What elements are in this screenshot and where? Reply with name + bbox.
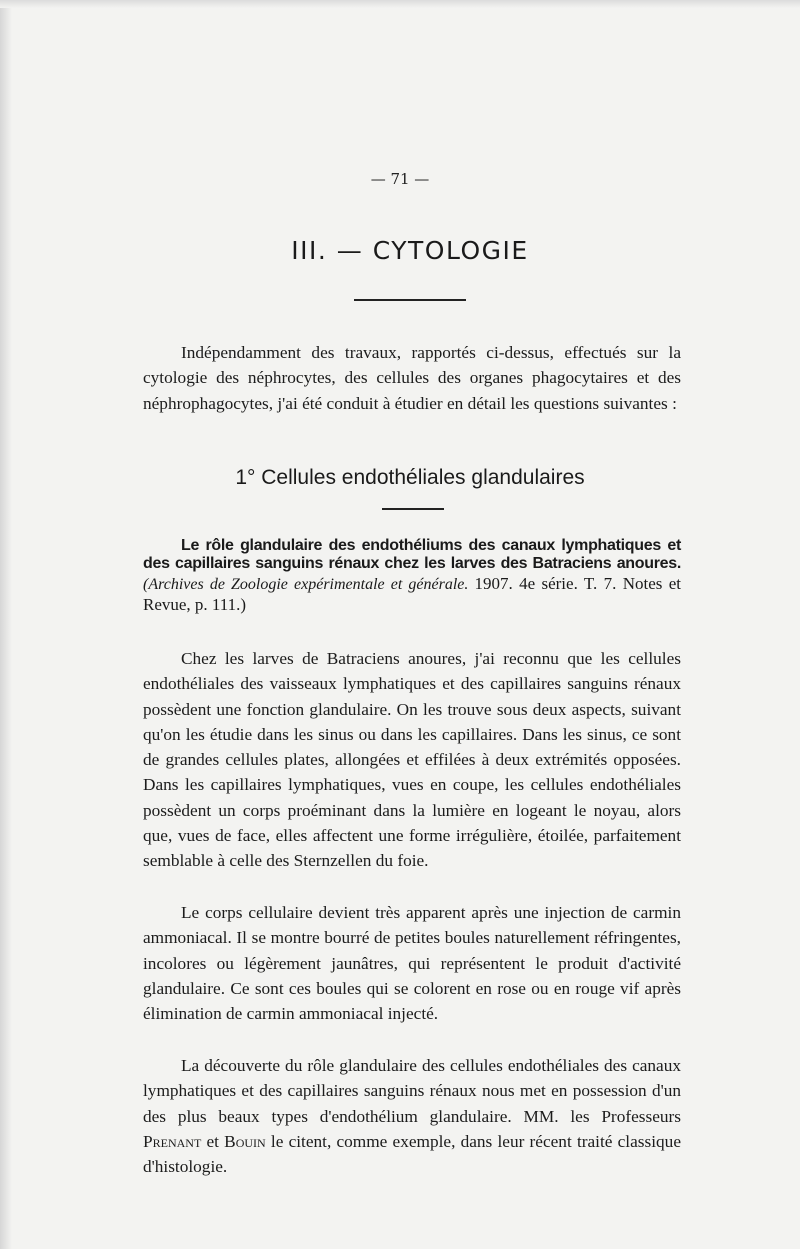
- reference-title: Le rôle glandulaire des endothéliums des canaux lymphatiques et des capillaires sanguins rénaux chez les larves des Batraciens anoures.: [143, 537, 681, 572]
- body-paragraph-3: [143, 1053, 681, 1179]
- body-paragraph-1: Chez les larves de Batraciens anoures, j'ai reconnu que les cellules endothéliales des vaisseaux lymphatiques et des capillaires sanguins rénaux possèdent une fonction glandulaire. On les trouve sous deux aspects, suivant qu'on les étudie dans les sinus ou dans les capillaires. Dans les sinus, ce sont de grandes cellules plates, allongées et effilées à deux extrémités opposées. Dans les capillaires lymphatiques, vues en coupe, les cellules endothéliales possèdent un corps proéminant dans la lumière en logeant le noyau, alors que, vues de face, elles affectent une forme irrégulière, étoilée, parfaitement semblable à celle des Sternzellen du foie.: [143, 649, 681, 871]
- section-divider: [382, 508, 444, 510]
- paragraph-3-start: La découverte du rôle glandulaire des cellules endothéliales des canaux lymphatiques et des capillaires sanguins rénaux nous met en possession d'un des plus beaux types d'endothélium glandulaire. MM. les Professeurs: [143, 1056, 681, 1126]
- chapter-title: III. — CYTOLOGIE: [291, 236, 529, 265]
- scan-top-shadow: [0, 0, 800, 8]
- reference-details: 1907. 4e série. T. 7. Notes et Revue, p. 111.): [143, 574, 681, 614]
- reference-journal: (Archives de Zoologie expérimentale et générale.: [143, 576, 469, 593]
- section-title: 1° Cellules endothéliales glandulaires: [235, 466, 585, 489]
- author-name-prenant: Prenant: [143, 1131, 202, 1151]
- paragraph-3-end: le citent, comme exemple, dans leur récent traité classique d'histologie.: [143, 1131, 681, 1177]
- author-name-bouin: Bouin: [224, 1131, 266, 1151]
- paragraph-3-and: et: [206, 1131, 219, 1151]
- intro-paragraph: Indépendamment des travaux, rapportés ci-dessus, effectués sur la cytologie des néphrocytes, des cellules des organes phagocytaires et des néphrophagocytes, j'ai été conduit à étudier en détail les questions suivantes :: [143, 343, 681, 413]
- page-number: — 71 —: [370, 170, 430, 188]
- bibliographic-reference: [143, 537, 681, 615]
- title-divider: [354, 299, 466, 301]
- body-paragraph-2: Le corps cellulaire devient très apparent après une injection de carmin ammoniacal. Il se montre bourré de petites boules naturellement réfringentes, incolores ou légèrement jaunâtres, qui représentent le produit d'activité glandulaire. Ce sont ces boules qui se colorent en rose ou en rouge vif après élimination de carmin ammoniacal injecté.: [143, 903, 681, 1024]
